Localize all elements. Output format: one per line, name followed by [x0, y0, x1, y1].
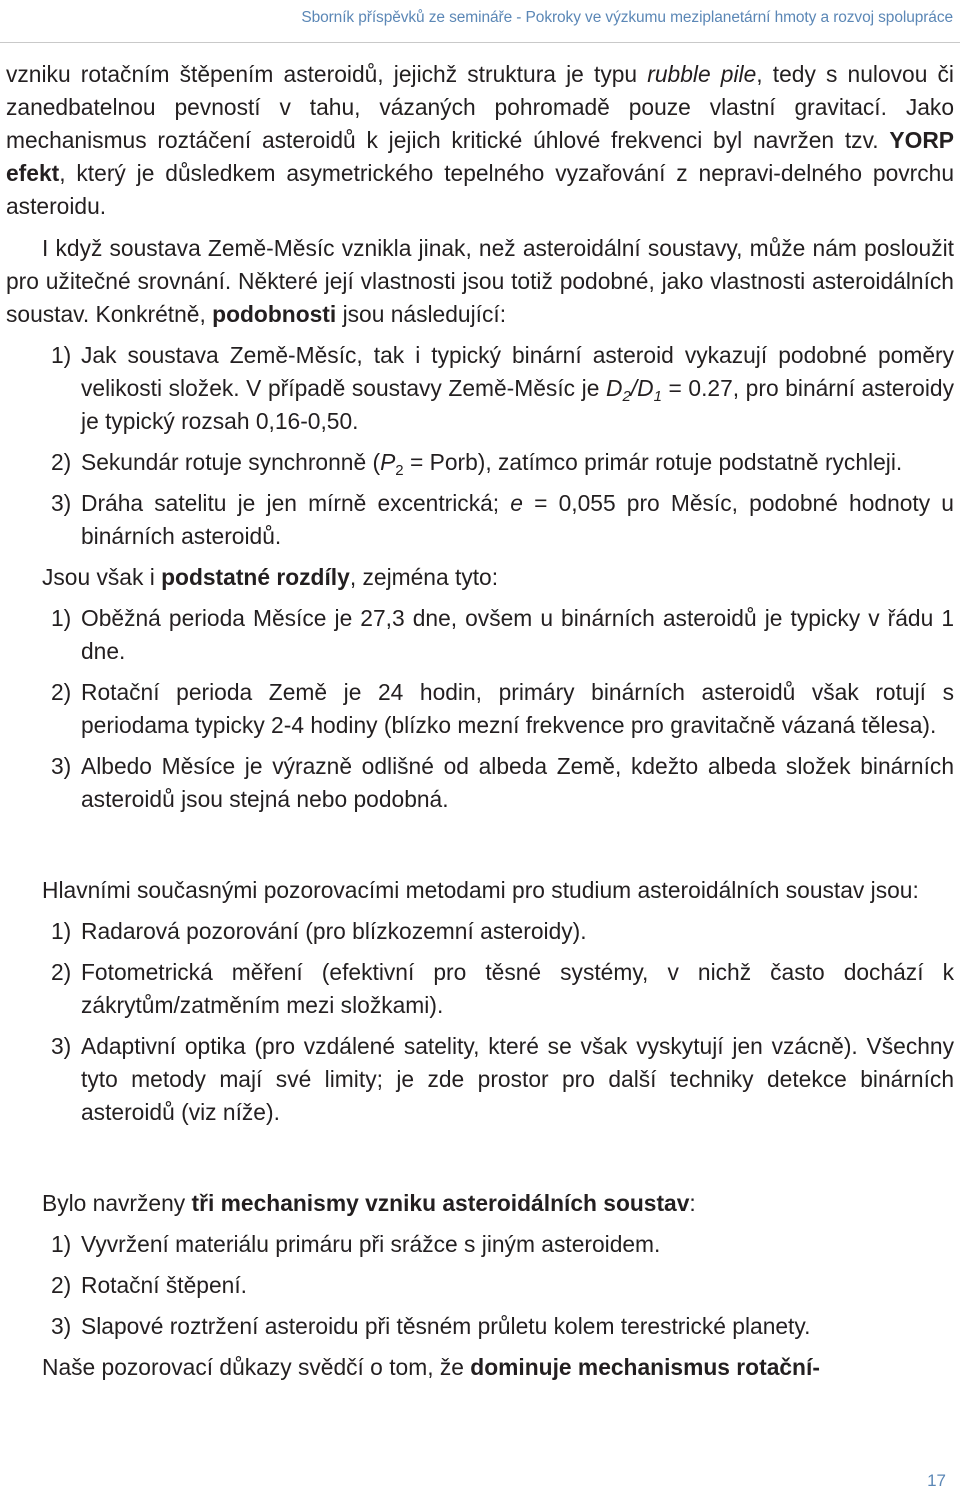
similarities-term: podobnosti — [212, 301, 337, 327]
item-number: 1) — [51, 918, 72, 944]
list-item — [6, 446, 954, 479]
item-number: 2) — [51, 959, 72, 985]
yorp-term: YORP efekt — [6, 127, 954, 186]
item-number: 2) — [51, 449, 72, 475]
item-number: 3) — [51, 490, 72, 516]
list-item — [6, 602, 954, 668]
symbol-e: e — [510, 490, 523, 516]
symbol-d: /D — [630, 375, 654, 401]
paragraph-rotational-fission — [6, 58, 954, 223]
text-span: Dráha satelitu je jen mírně excentrická; — [81, 490, 511, 516]
item-number: 2) — [51, 1272, 72, 1298]
list-item — [6, 1030, 954, 1129]
header-rule — [0, 42, 960, 43]
text-span: : — [689, 1190, 696, 1216]
item-text: Adaptivní optika (pro vzdálené satelity, které se však vyskytují jen vzácně). Všechny tyto metody mají své limity; je zde prostor pro další techniky detekce binárních asteroidů (viz níže). — [81, 1033, 954, 1125]
list-item — [6, 339, 954, 438]
subscript: 2 — [622, 388, 631, 405]
list-item — [6, 487, 954, 553]
text-span: vzniku rotačním štěpením asteroidů, jejichž struktura je typu — [6, 61, 648, 87]
dominant-mechanism-term: dominuje mechanismus rotační- — [470, 1354, 820, 1380]
item-number: 3) — [51, 1313, 72, 1339]
text-span: Jak soustava Země-Měsíc, tak i typický binární asteroid vykazují podobné poměry velikosti složek. V případě soustavy Země-Měsíc je — [81, 342, 954, 401]
text-span: I když soustava Země-Měsíc vznikla jinak, než asteroidální soustavy, může nám posloužit pro užitečné srovnání. Některé její vlastnosti jsou totiž podobné, jako vlastnosti asteroidálních soustav. Konkrétně, — [6, 235, 954, 327]
text-span: Naše pozorovací důkazy svědčí o tom, že — [42, 1354, 471, 1380]
item-text: Vyvržení materiálu primáru při srážce s jiným asteroidem. — [81, 1231, 661, 1257]
running-header: Sborník příspěvků ze semináře - Pokroky ve výzkumu meziplanetární hmoty a rozvoj spolupráce — [301, 9, 953, 26]
text-span: = 0,055 pro Měsíc, podobné hodnoty u binárních asteroidů. — [81, 490, 954, 549]
text-span: Bylo navrženy — [42, 1190, 192, 1216]
item-text — [81, 339, 954, 438]
paragraph-mechanisms — [6, 1187, 954, 1220]
paragraph-earth-moon — [6, 232, 954, 331]
mechanisms-list — [6, 1228, 954, 1343]
text-span: jsou následující: — [336, 301, 507, 327]
item-text: Rotační perioda Země je 24 hodin, primáry binárních asteroidů však rotují s periodama typicky 2-4 hodiny (blízko mezní frekvence pro gravitačně vázaná tělesa). — [81, 679, 954, 738]
differences-term: podstatné rozdíly — [161, 564, 350, 590]
item-text: Fotometrická měření (efektivní pro těsné systémy, v nichž často dochází k zákrytům/zatměním mezi složkami). — [81, 959, 954, 1018]
symbol-p: P — [380, 449, 396, 475]
page-body — [6, 58, 954, 1384]
text-span: Sekundár rotuje synchronně ( — [81, 449, 381, 475]
item-text: Albedo Měsíce je výrazně odlišné od albeda Země, kdežto albeda složek binárních asteroidů jsou stejná nebo podobná. — [81, 753, 954, 812]
item-number: 1) — [51, 342, 72, 368]
methods-list — [6, 915, 954, 1129]
item-text — [81, 487, 954, 553]
text-span: = 0.27, pro binární asteroidy je typický rozsah 0,16-0,50. — [81, 375, 954, 434]
item-text — [81, 446, 954, 479]
item-number: 2) — [51, 679, 72, 705]
similarities-list — [6, 339, 954, 553]
paragraph-conclusion — [6, 1351, 954, 1384]
text-span: , který je důsledkem asymetrického tepelného vyzařování z nepravi-delného povrchu asteroidu. — [6, 160, 954, 219]
item-text: Rotační štěpení. — [81, 1272, 248, 1298]
item-number: 3) — [51, 1033, 72, 1059]
paragraph-methods: Hlavními současnými pozorovacími metodami pro studium asteroidálních soustav jsou: — [42, 877, 919, 903]
item-number: 1) — [51, 1231, 72, 1257]
rubble-pile-term: rubble pile — [647, 61, 757, 87]
text-span: = Porb), zatímco primár rotuje podstatně rychleji. — [403, 449, 903, 475]
list-item — [6, 1310, 954, 1343]
item-number: 1) — [51, 605, 72, 631]
symbol-d: D — [605, 375, 623, 401]
list-item — [6, 956, 954, 1022]
mechanisms-term: tři mechanismy vzniku asteroidálních soustav — [191, 1190, 690, 1216]
list-item — [6, 915, 954, 948]
text-span: Jsou však i — [42, 564, 162, 590]
list-item — [6, 750, 954, 816]
list-item — [6, 1269, 954, 1302]
item-number: 3) — [51, 753, 72, 779]
item-text: Oběžná perioda Měsíce je 27,3 dne, ovšem u binárních asteroidů je typicky v řádu 1 dne. — [81, 605, 954, 664]
text-span: , zejména tyto: — [349, 564, 499, 590]
text-span: , tedy s nulovou či zanedbatelnou pevností v tahu, vázaných pohromadě pouze vlastní gravitací. Jako mechanismus roztáčení asteroidů k jejich kritické úhlové frekvenci byl navržen tzv. — [6, 61, 955, 153]
subscript: 1 — [653, 388, 662, 405]
subscript: 2 — [395, 462, 404, 479]
page-number: 17 — [927, 1471, 946, 1490]
list-item — [6, 676, 954, 742]
item-text: Radarová pozorování (pro blízkozemní asteroidy). — [81, 918, 587, 944]
item-text: Slapové roztržení asteroidu při těsném průletu kolem terestrické planety. — [81, 1313, 811, 1339]
differences-list — [6, 602, 954, 816]
list-item — [6, 1228, 954, 1261]
paragraph-differences — [6, 561, 954, 594]
